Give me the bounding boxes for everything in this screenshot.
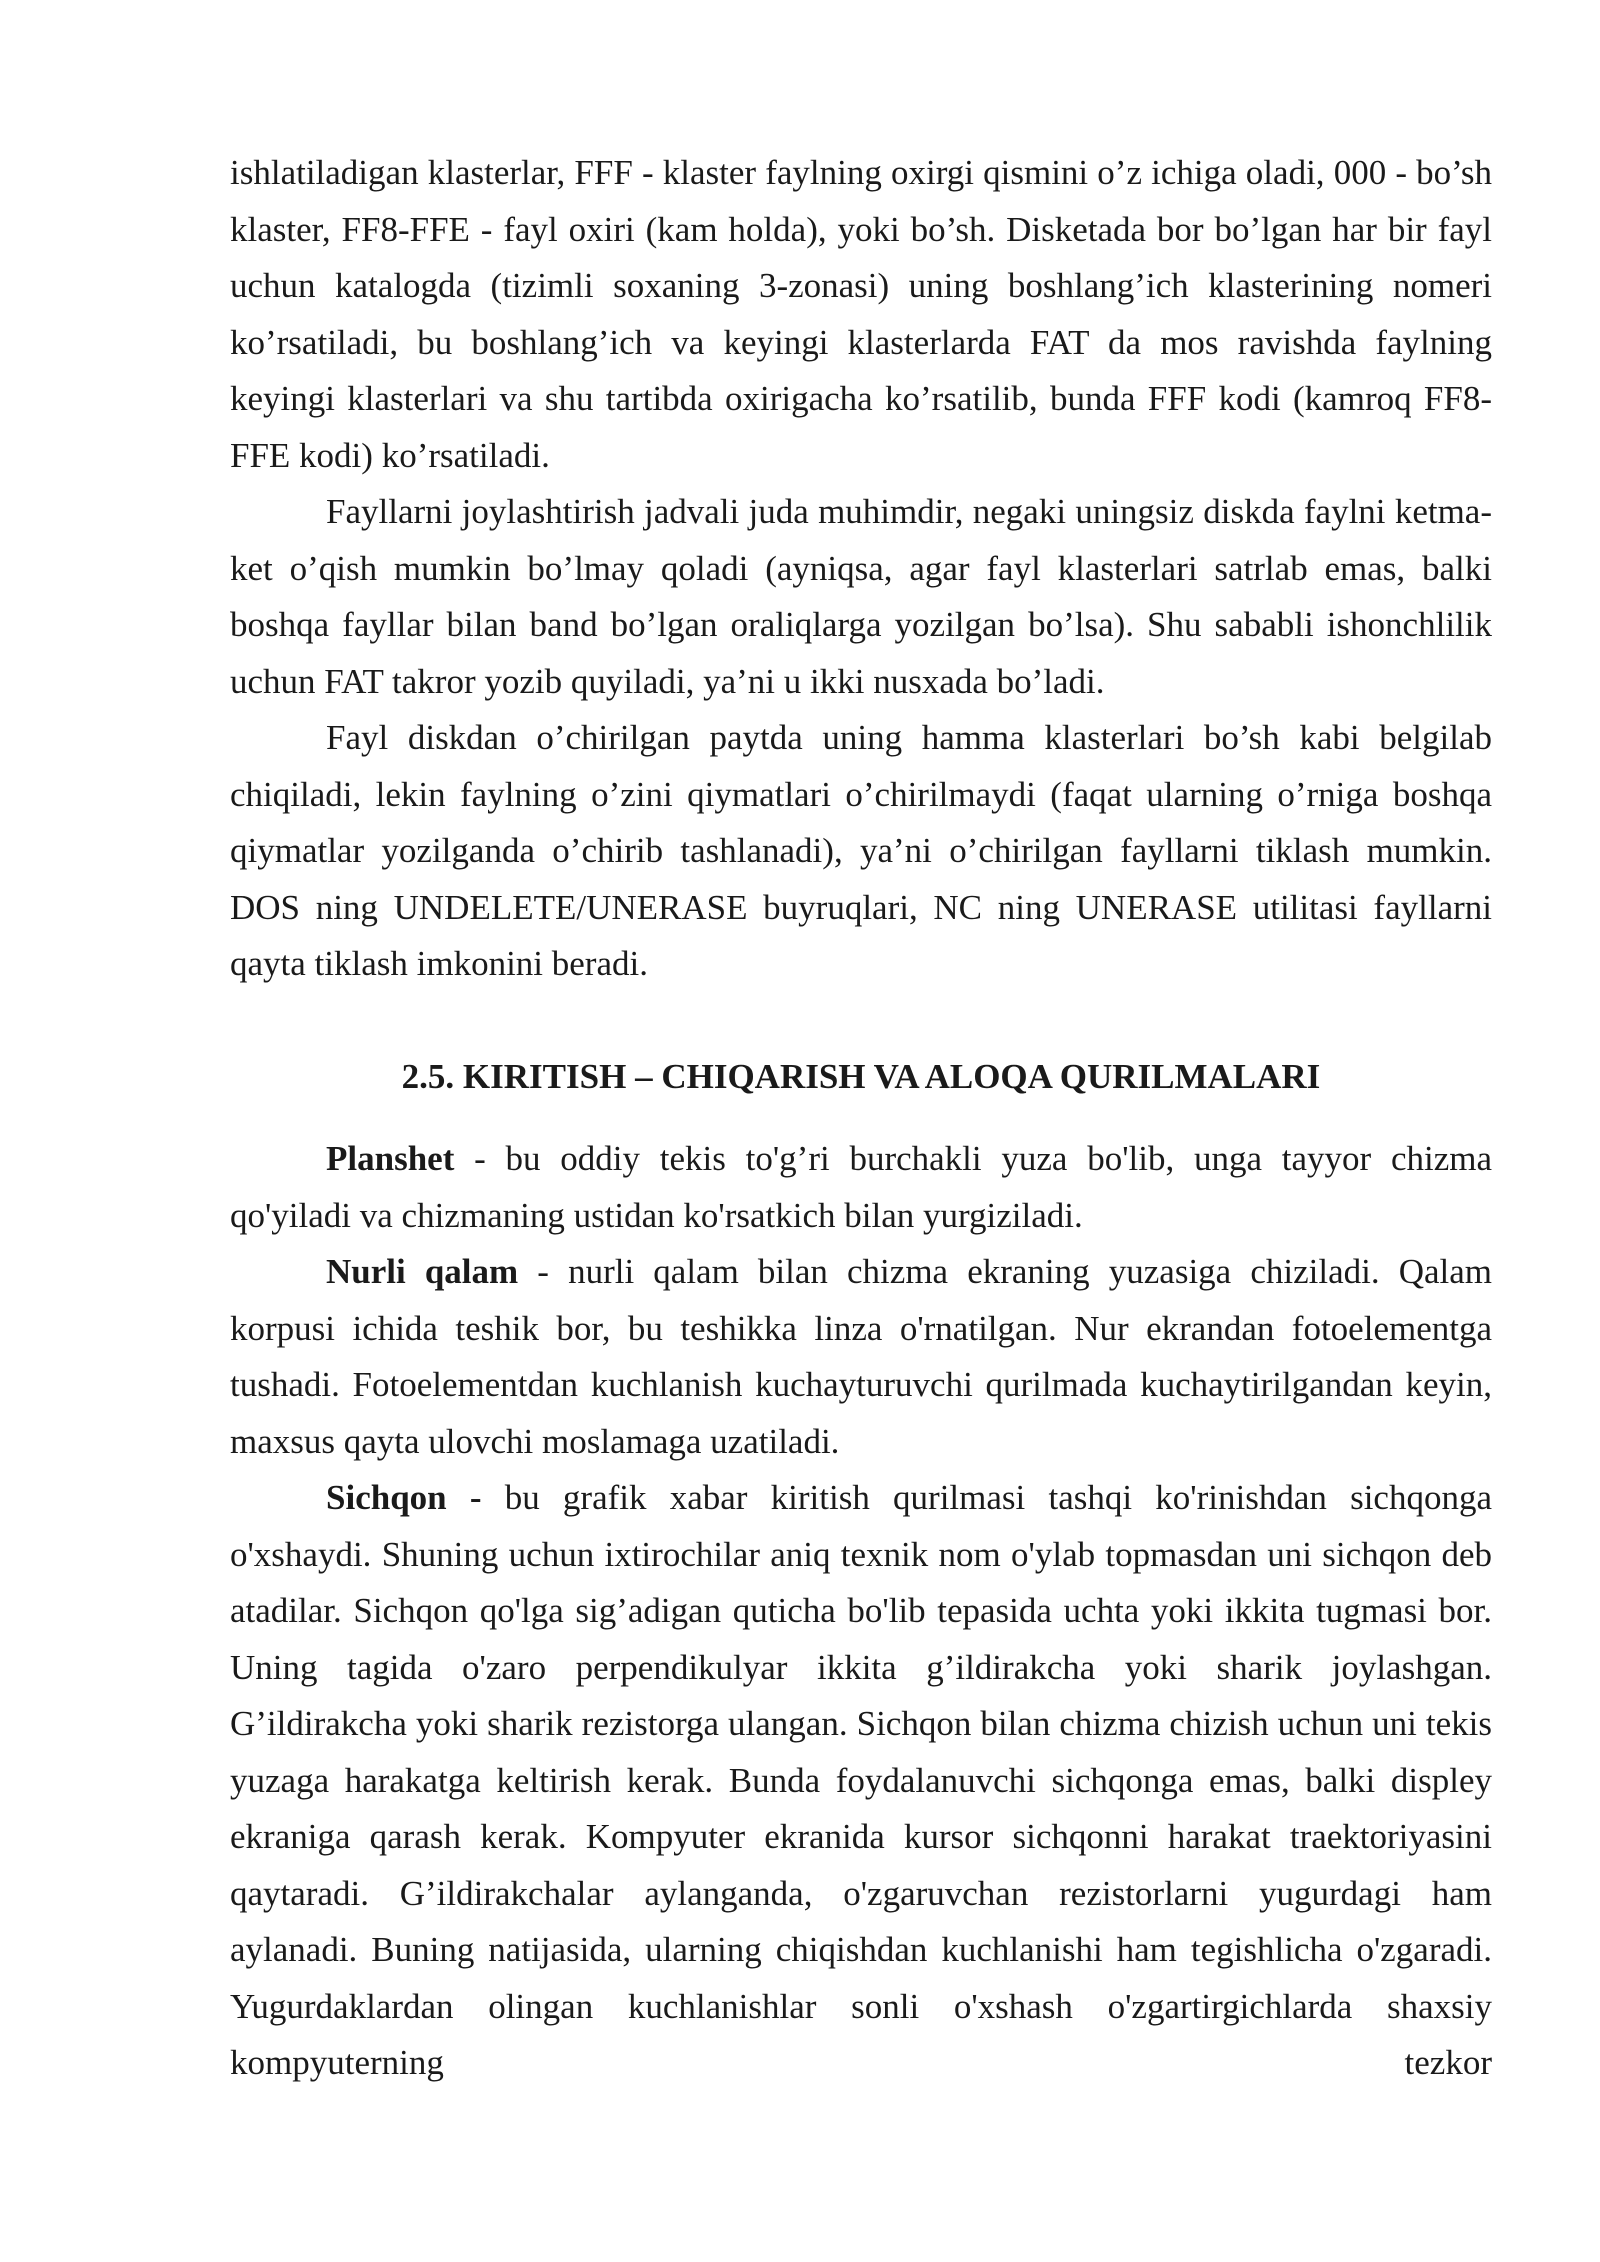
paragraph-fat-importance: Fayllarni joylashtirish jadvali juda muhimdir, negaki uningsiz diskda faylni ketma-ket o’qish mumkin bo’lmay qoladi (ayniqsa, agar fayl klasterlari satrlab emas, balki boshqa fayllar bilan band bo’lgan oraliqlarga yozilgan bo’lsa). Shu sababli ishonchlilik uchun FAT takror yozib quyiladi, ya’ni u ikki nusxada bo’ladi. [230, 492, 1492, 701]
definition-planshet [230, 1131, 1492, 1244]
definition-term: Planshet [326, 1139, 455, 1178]
paragraph-fat-clusters: ishlatiladigan klasterlar, FFF - klaster faylning oxirgi qismini o’z ichiga oladi, 000 - bo’sh klaster, FF8-FFE - fayl oxiri (kam holda), yoki bo’sh. Disketada bor bo’lgan har bir fayl uchun katalogda (tizimli soxaning 3-zonasi) uning boshlang’ich klasterining nomeri ko’rsatiladi, bu boshlang’ich va keyingi klasterlarda FAT da mos ravishda faylning keyingi klasterlari va shu tartibda oxirigacha ko’rsatilib, bunda FFF kodi (kamroq FF8-FFE kodi) ko’rsatiladi. [230, 153, 1492, 475]
definition-term: Nurli qalam [326, 1252, 519, 1291]
definition-term: Sichqon - [326, 1478, 482, 1517]
definition-sichqon [230, 1470, 1492, 2092]
paragraph-file-deletion: Fayl diskdan o’chirilgan paytda uning hamma klasterlari bo’sh kabi belgilab chiqiladi, lekin faylning o’zini qiymatlari o’chirilmaydi (faqat ularning o’rniga boshqa qiymatlar yozilganda o’chirib tashlanadi), ya’ni o’chirilgan fayllarni tiklash mumkin. DOS ning UNDELETE/UNERASE buyruqlari, NC ning UNERASE utilitasi fayllarni qayta tiklash imkonini beradi. [230, 718, 1492, 983]
document-page [230, 145, 1492, 2092]
definition-text: - nurli qalam bilan chizma ekraning yuzasiga chiziladi. Qalam korpusi ichida teshik bor, bu teshikka linza o'rnatilgan. Nur ekrandan fotoelementga tushadi. Fotoelementdan kuchlanish kuchayturuvchi qurilmada kuchaytirilgandan keyin, maxsus qayta ulovchi moslamaga uzatiladi. [230, 1252, 1492, 1461]
definition-text: - bu oddiy tekis to'g’ri burchakli yuza bo'lib, unga tayyor chizma qo'yiladi va chizmaning ustidan ko'rsatkich bilan yurgiziladi. [230, 1139, 1492, 1235]
definition-text: bu grafik xabar kiritish qurilmasi tashqi ko'rinishdan sichqonga o'xshaydi. Shuning uchun ixtirochilar aniq texnik nom o'ylab topmasdan uni sichqon deb atadilar. Sichqon qo'lga sig’adigan quticha bo'lib tepasida uchta yoki ikkita tugmasi bor. Uning tagida o'zaro perpendikulyar ikkita g’ildirakcha yoki sharik joylashgan. G’ildirakcha yoki sharik rezistorga ulangan. Sichqon bilan chizma chizish uchun uni tekis yuzaga harakatga keltirish kerak. Bunda foydalanuvchi sichqonga emas, balki displey ekraniga qarash kerak. Kompyuter ekranida kursor sichqonni harakat traektoriyasini qaytaradi. G’ildirakchalar aylanganda, o'zgaruvchan rezistorlarni yugurdagi ham aylanadi. Buning natijasida, ularning chiqishdan kuchlanishi ham tegishlicha o'zgaradi. Yugurdaklardan olingan kuchlanishlar sonli o'xshash o'zgartirgichlarda shaxsiy kompyuterning tezkor [230, 1478, 1492, 2082]
definition-nurli-qalam [230, 1244, 1492, 1470]
section-heading: 2.5. KIRITISH – CHIQARISH VA ALOQA QURILMALARI [401, 1056, 1321, 1096]
